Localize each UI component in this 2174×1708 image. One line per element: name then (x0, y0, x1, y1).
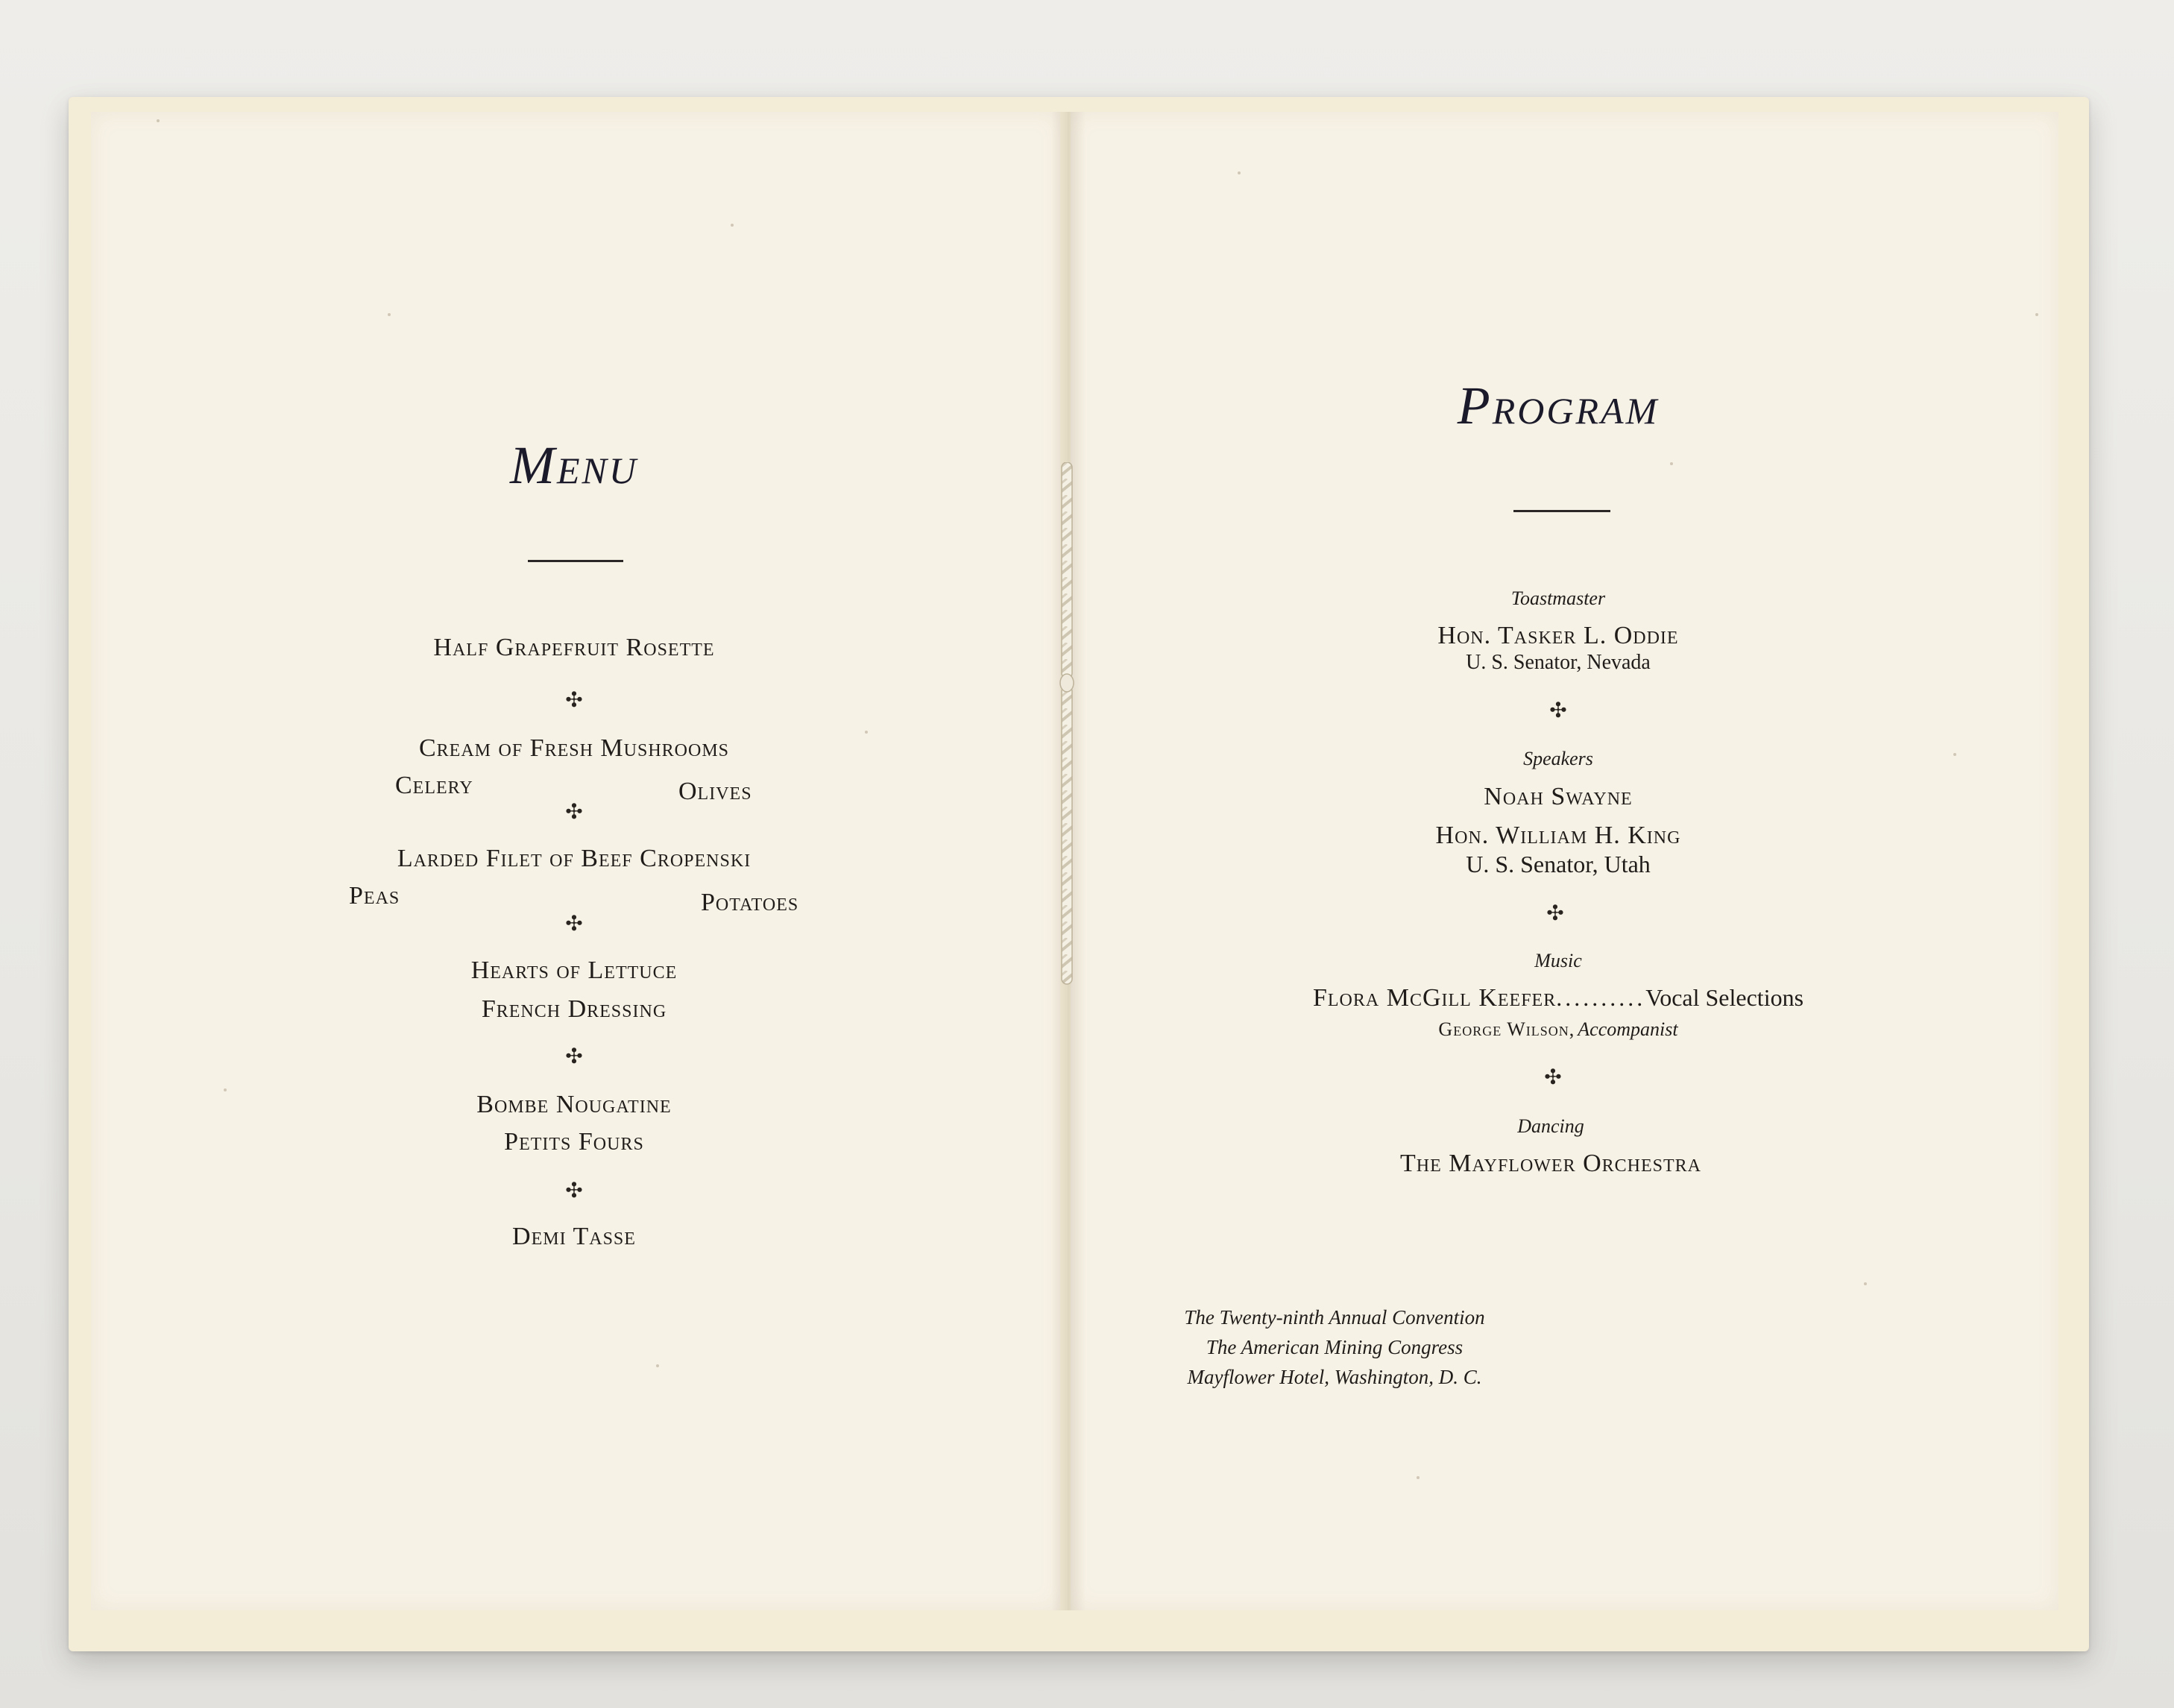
fleuron-icon: ✣ (1544, 1066, 1562, 1089)
paper-speck (1417, 1476, 1420, 1479)
menu-course-5-detail: Petits Fours (504, 1128, 644, 1156)
fleuron-icon: ✣ (1549, 699, 1567, 722)
menu-title-rule (528, 560, 623, 562)
program-title: Program (1457, 376, 1660, 435)
paper-speck (388, 313, 391, 316)
paper-speck (157, 119, 160, 122)
menu-side-left: Celery (395, 772, 473, 799)
convention-footer (1133, 1302, 1536, 1392)
fleuron-icon: ✣ (565, 1179, 583, 1203)
paper-speck (1238, 171, 1241, 174)
paper-speck (224, 1088, 227, 1091)
menu-side-right: Potatoes (701, 889, 799, 916)
menu-course-4-detail: French Dressing (481, 995, 667, 1023)
footer-line: The Twenty-ninth Annual Convention (1184, 1306, 1485, 1329)
fleuron-icon: ✣ (565, 913, 583, 936)
dancing-name: The Mayflower Orchestra (1399, 1150, 1702, 1177)
paper-speck (731, 224, 734, 227)
toastmaster-detail: U. S. Senator, Nevada (1466, 651, 1651, 674)
paper-speck (656, 1364, 659, 1367)
toastmaster-name: Hon. Tasker L. Oddie (1437, 622, 1679, 649)
footer-line: The American Mining Congress (1206, 1336, 1463, 1358)
accompanist-line (1335, 1018, 1782, 1041)
speaker-name: Noah Swayne (1484, 783, 1633, 810)
paper-speck (2035, 313, 2038, 316)
speaker-name: Hon. William H. King (1435, 822, 1681, 849)
paper-speck (1670, 462, 1673, 465)
menu-side-left: Peas (349, 882, 400, 910)
fleuron-icon: ✣ (1546, 902, 1564, 925)
speakers-label: Speakers (1523, 748, 1593, 769)
paper-speck (1953, 753, 1956, 756)
menu-course-4: Hearts of Lettuce (470, 957, 678, 984)
music-piece: Vocal Selections (1645, 984, 1804, 1011)
menu-course-6: Demi Tasse (512, 1223, 636, 1250)
music-label: Music (1534, 950, 1582, 971)
toastmaster-label: Toastmaster (1510, 587, 1606, 609)
program-title-rule (1513, 510, 1610, 512)
menu-side-right: Olives (678, 778, 752, 805)
menu-course-5: Bombe Nougatine (476, 1091, 672, 1118)
dancing-label: Dancing (1517, 1115, 1584, 1137)
paper-speck (1864, 1282, 1867, 1285)
menu-course-1: Half Grapefruit Rosette (433, 634, 715, 661)
accompanist-name: George Wilson, (1438, 1018, 1575, 1040)
fleuron-icon: ✣ (565, 1045, 583, 1068)
menu-course-2: Cream of Fresh Mushrooms (418, 734, 730, 762)
footer-line: Mayflower Hotel, Washington, D. C. (1187, 1366, 1482, 1388)
dot-leader: .......... (1556, 984, 1646, 1011)
music-performer: Flora McGill Keefer (1312, 984, 1557, 1012)
menu-course-3: Larded Filet of Beef Cropenski (397, 845, 752, 872)
fleuron-icon: ✣ (565, 801, 583, 824)
binding-cord (1057, 462, 1077, 999)
music-line (1267, 984, 1849, 1012)
speaker-detail: U. S. Senator, Utah (1466, 851, 1651, 877)
fleuron-icon: ✣ (565, 689, 583, 712)
accompanist-role: Accompanist (1578, 1018, 1678, 1040)
menu-title: Menu (510, 435, 638, 495)
paper-speck (865, 731, 868, 734)
